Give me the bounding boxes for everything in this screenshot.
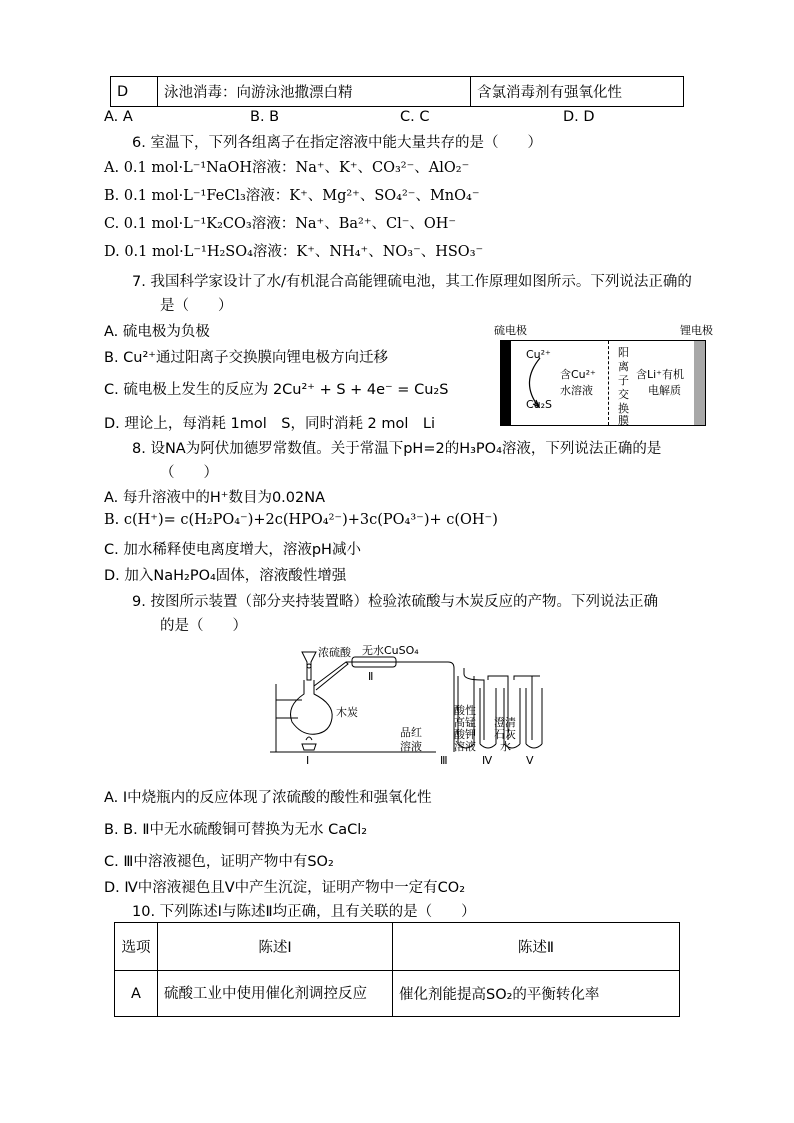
q6-option-c[interactable]: C. 0.1 mol·L⁻¹K₂CO₃溶液：Na⁺、Ba²⁺、Cl⁻、OH⁻ <box>104 216 457 232</box>
q6-option-b[interactable]: B. 0.1 mol·L⁻¹FeCl₃溶液：K⁺、Mg²⁺、SO₄²⁻、MnO₄⁻ <box>104 188 480 204</box>
limewater-line3: 水 <box>500 740 511 753</box>
membrane-char: 离 <box>618 360 629 373</box>
roman-1: Ⅰ <box>306 754 310 767</box>
pinhong-line2: 溶液 <box>400 740 422 753</box>
row-practice: 泳池消毒：向游泳池撒漂白精 <box>158 77 471 107</box>
cu2s-label: Cu₂S <box>526 398 553 411</box>
limewater-line2: 石灰 <box>494 728 516 741</box>
q6-stem: 6. 室温下，下列各组离子在指定溶液中能大量共存的是（ ） <box>132 135 542 151</box>
q7-option-a[interactable]: A. 硫电极为负极 <box>104 324 210 340</box>
q7-stem-line1: 7. 我国科学家设计了水/有机混合高能锂硫电池，其工作原理如图所示。下列说法正确的 <box>132 274 692 290</box>
left-solution-line2: 水溶液 <box>560 384 593 397</box>
q6-option-d[interactable]: D. 0.1 mol·L⁻¹H₂SO₄溶液：K⁺、NH₄⁺、NO₃⁻、HSO₃⁻ <box>104 244 484 260</box>
q6-option-a[interactable]: A. 0.1 mol·L⁻¹NaOH溶液：Na⁺、K⁺、CO₃²⁻、AlO₂⁻ <box>104 160 470 176</box>
kmno4-line2: 高锰 <box>454 716 476 729</box>
limewater-line1: 澄清 <box>494 716 516 729</box>
sulfur-electrode <box>501 341 511 425</box>
row-a-statement-1: 硫酸工业中使用催化剂调控反应 <box>158 971 393 1017</box>
pinhong-line1: 品红 <box>400 726 422 739</box>
right-solution-line1: 含Li⁺有机 <box>636 368 684 381</box>
cu-ion-label: Cu²⁺ <box>526 348 551 361</box>
carbon-label: 木炭 <box>336 706 358 719</box>
header-statement-1: 陈述Ⅰ <box>158 923 393 971</box>
roman-5: Ⅴ <box>526 754 534 767</box>
row-label: D <box>111 77 158 107</box>
q9-stem-line1: 9. 按图所示装置（部分夹持装置略）检验浓硫酸与木炭反应的产物。下列说法正确 <box>132 594 658 610</box>
battery-diagram <box>494 320 716 428</box>
header-statement-2: 陈述Ⅱ <box>393 923 680 971</box>
q5-table <box>110 76 684 107</box>
q8-option-d[interactable]: D. 加入NaH₂PO₄固体，溶液酸性增强 <box>104 568 347 584</box>
table-row <box>111 77 684 107</box>
table-header-row <box>115 923 680 971</box>
q9-stem-line2: 的是（ ） <box>160 618 247 634</box>
apparatus-diagram <box>268 640 550 766</box>
q9-option-a[interactable]: A. Ⅰ中烧瓶内的反应体现了浓硫酸的酸性和强氧化性 <box>104 790 432 806</box>
acid-label: 浓硫酸 <box>318 646 351 659</box>
row-principle: 含氯消毒剂有强氧化性 <box>471 77 684 107</box>
table-row <box>115 971 680 1017</box>
membrane-char: 子 <box>618 374 629 387</box>
q8-stem-line2: （ ） <box>160 465 218 481</box>
roman-4: Ⅳ <box>482 754 493 767</box>
q9-option-c[interactable]: C. Ⅲ中溶液褪色，证明产物中有SO₂ <box>104 854 334 870</box>
q7-option-b[interactable]: B. Cu²⁺通过阳离子交换膜向锂电极方向迁移 <box>104 350 388 366</box>
ion-exchange-membrane <box>608 341 609 425</box>
q8-option-b[interactable]: B. c(H⁺)= c(H₂PO₄⁻)+2c(HPO₄²⁻)+3c(PO₄³⁻)+ c(OH⁻) <box>104 512 498 528</box>
kmno4-line1: 酸性 <box>454 704 476 717</box>
sulfur-electrode-label: 硫电极 <box>494 324 527 337</box>
membrane-char: 膜 <box>618 414 629 427</box>
q5-option-a[interactable]: A. A <box>104 109 133 125</box>
cuso4-label: 无水CuSO₄ <box>362 644 419 657</box>
lithium-electrode-label: 锂电极 <box>680 324 713 337</box>
q10-stem: 10. 下列陈述Ⅰ与陈述Ⅱ均正确，且有关联的是（ ） <box>132 904 476 920</box>
q7-option-d[interactable]: D. 理论上，每消耗 1mol S，同时消耗 2 mol Li <box>104 416 436 432</box>
q8-stem-line1: 8. 设NA为阿伏加德罗常数值。关于常温下pH=2的H₃PO₄溶液，下列说法正确的是 <box>132 441 662 457</box>
kmno4-line4: 溶液 <box>454 740 476 753</box>
row-a-label: A <box>115 971 158 1017</box>
row-a-statement-2: 催化剂能提高SO₂的平衡转化率 <box>393 971 680 1017</box>
q8-option-c[interactable]: C. 加水稀释使电离度增大，溶液pH减小 <box>104 542 361 558</box>
lithium-electrode <box>694 341 705 425</box>
q5-option-d[interactable]: D. D <box>563 109 595 125</box>
q7-stem-line2: 是（ ） <box>160 298 233 314</box>
q7-option-c[interactable]: C. 硫电极上发生的反应为 2Cu²⁺ + S + 4e⁻ = Cu₂S <box>104 382 449 398</box>
membrane-char: 阳 <box>618 346 629 359</box>
membrane-char: 交 <box>618 388 629 401</box>
left-solution-line1: 含Cu²⁺ <box>560 368 596 381</box>
q10-table <box>114 922 680 1017</box>
kmno4-line3: 酸钾 <box>454 728 476 741</box>
membrane-char: 换 <box>618 402 629 415</box>
q9-option-b[interactable]: B. B. Ⅱ中无水硫酸铜可替换为无水 CaCl₂ <box>104 822 368 838</box>
roman-2: Ⅱ <box>368 670 374 683</box>
right-solution-line2: 电解质 <box>648 384 681 397</box>
q9-option-d[interactable]: D. Ⅳ中溶液褪色且Ⅴ中产生沉淀，证明产物中一定有CO₂ <box>104 880 466 896</box>
q5-option-c[interactable]: C. C <box>400 109 430 125</box>
q8-option-a[interactable]: A. 每升溶液中的H⁺数目为0.02NA <box>104 490 325 506</box>
header-option: 选项 <box>115 923 158 971</box>
roman-3: Ⅲ <box>440 754 448 767</box>
q5-option-b[interactable]: B. B <box>250 109 280 125</box>
